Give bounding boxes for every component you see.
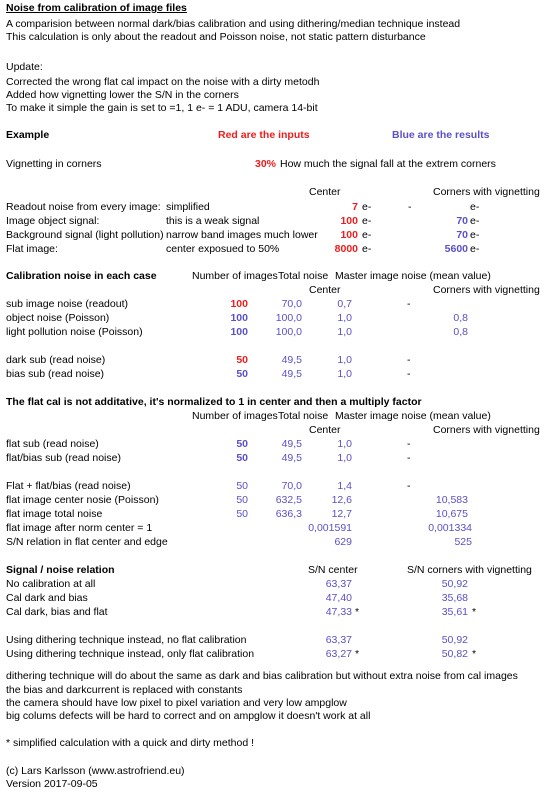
calib-corner: - [407,298,411,310]
flat-title: The flat cal is not additative, it's normalized to 1 in center and then a multiply factor [6,396,422,408]
input-label: Readout noise from every image: [6,201,161,213]
flat-center: 1,4 [337,480,352,492]
calib-num: 100 [230,326,248,338]
flat-center: 1,0 [337,452,352,464]
update-label: Update: [6,61,43,73]
col-corners: Corners with vignetting [433,424,540,436]
sn-center-mark: * [355,606,360,618]
input-center: 100 [340,229,358,241]
sn-corner: 50,92 [441,578,468,590]
sn-corner-mark: * [472,606,477,618]
conclusion-line: the bias and darkcurrent is replaced with constants [6,684,243,696]
calib-total: 70,0 [281,298,302,310]
flat-corner: 0,001334 [428,522,472,534]
sn-label: Cal dark and bias [6,592,88,604]
input-corner: 70 [456,229,468,241]
footnote: * simplified calculation with a quick and dirty method ! [6,737,255,749]
input-label: Image object signal: [6,215,100,227]
flat-total: 70,0 [281,480,302,492]
calib-total: 49,5 [281,368,302,380]
col-master-noise: Master image noise (mean value) [335,410,491,422]
input-desc: center exposued to 50% [166,243,280,255]
calib-center: 1,0 [337,312,352,324]
sn-center: 63,37 [325,634,352,646]
sn-corner: 50,82 [441,648,468,660]
flat-corner: - [407,452,411,464]
flat-corner: 10,675 [435,508,468,520]
col-center: Center [309,424,341,436]
calib-corner: - [407,368,411,380]
calib-num: 100 [230,298,248,310]
flat-total: 632,5 [275,494,302,506]
calib-corner: 0,8 [453,326,468,338]
sn-corner: 35,68 [441,592,468,604]
col-total-noise: Total noise [278,270,329,282]
flat-corner: - [407,480,411,492]
flat-label: flat/bias sub (read noise) [6,452,121,464]
col-corners: Corners with vignetting [433,284,540,296]
calib-center: 1,0 [337,326,352,338]
flat-label: flat image center nosie (Poisson) [6,494,159,506]
input-desc: narrow band images much lower [166,229,318,241]
calib-label: light pollution noise (Poisson) [6,326,143,338]
calib-num: 100 [230,312,248,324]
col-center: Center [309,284,341,296]
input-unit: e- [362,201,372,213]
calib-label: sub image noise (readout) [6,298,128,310]
flat-label: flat image after norm center = 1 [6,522,153,534]
input-center: 8000 [334,243,358,255]
flat-label: S/N relation in flat center and edge [6,536,168,548]
vignetting-label: Vignetting in corners [6,158,102,170]
update-line: Added how vignetting lower the S/N in the corners [6,89,239,101]
flat-total: 636,3 [275,508,302,520]
vignetting-value: 30% [254,158,276,170]
flat-total: 49,5 [281,452,302,464]
calib-title: Calibration noise in each case [6,270,157,282]
flat-total: 49,5 [281,438,302,450]
input-unit: e- [470,243,480,255]
calib-corner: - [407,354,411,366]
flat-center: 12,6 [331,494,352,506]
input-unit: e- [470,201,480,213]
sn-label: Using dithering technique instead, no flat calibration [6,634,247,646]
input-unit: e- [470,229,480,241]
conclusion-line: dithering technique will do about the same as dark and bias calibration but without extra noise from cal images [6,670,518,682]
col-num-images: Number of images [192,410,278,422]
flat-num: 50 [236,508,248,520]
update-line: To make it simple the gain is set to =1, 1 e- = 1 ADU, camera 14-bit [6,102,318,114]
version: Version 2017-09-05 [6,778,98,790]
calib-center: 1,0 [337,354,352,366]
calib-center: 1,0 [337,368,352,380]
col-sn-center: S/N center [308,564,358,576]
flat-corner: 10,583 [435,494,468,506]
update-line: Corrected the wrong flat cal impact on the noise with a dirty metodh [6,76,320,88]
sn-label: Cal dark, bias and flat [6,606,108,618]
flat-center: 629 [334,536,352,548]
calib-total: 49,5 [281,354,302,366]
col-total-noise: Total noise [278,410,329,422]
calib-label: bias sub (read noise) [6,368,105,380]
col-num-images: Number of images [192,270,278,282]
input-desc: this is a weak signal [166,215,260,227]
sn-corner-mark: * [472,648,477,660]
flat-label: flat image total noise [6,508,103,520]
flat-num: 50 [236,494,248,506]
input-center: 7 [352,201,358,213]
flat-label: Flat + flat/bias (read noise) [6,480,131,492]
sn-label: No calibration at all [6,578,96,590]
conclusion-line: the camera should have low pixel to pixel variation and very low ampglow [6,697,347,709]
calib-label: dark sub (read noise) [6,354,106,366]
col-master-noise: Master image noise (mean value) [335,270,491,282]
vignetting-note: How much the signal fall at the extrem corners [280,158,496,170]
calib-label: object noise (Poisson) [6,312,110,324]
flat-center: 0,001591 [308,522,352,534]
flat-corner: 525 [454,536,472,548]
conclusion-line: big colums defects will be hard to correct and on ampglow it doesn't work at all [6,710,371,722]
calib-corner: 0,8 [453,312,468,324]
input-unit: e- [470,215,480,227]
input-center: 100 [340,215,358,227]
calib-center: 0,7 [337,298,352,310]
input-desc: simplified [166,201,210,213]
col-sn-corners: S/N corners with vignetting [407,564,532,576]
results-note: Blue are the results [392,129,490,141]
input-corner: - [408,201,412,213]
flat-num: 50 [236,452,248,464]
col-center: Center [309,186,341,198]
sn-center: 63,27 [325,648,352,660]
input-label: Flat image: [6,243,58,255]
sn-corner: 50,92 [441,634,468,646]
sn-label: Using dithering technique instead, only flat calibration [6,648,255,660]
input-unit: e- [362,243,372,255]
calib-total: 100,0 [275,312,302,324]
flat-center: 12,7 [331,508,352,520]
sn-center: 63,37 [325,578,352,590]
flat-label: flat sub (read noise) [6,438,99,450]
flat-num: 50 [236,480,248,492]
flat-num: 50 [236,438,248,450]
inputs-note: Red are the inputs [218,129,310,141]
input-corner: 70 [456,215,468,227]
flat-corner: - [407,438,411,450]
calib-total: 100,0 [275,326,302,338]
calib-num: 50 [236,368,248,380]
intro-line: A comparision between normal dark/bias calibration and using dithering/median technique instead [6,18,461,30]
author: (c) Lars Karlsson (www.astrofriend.eu) [6,765,185,777]
sn-center: 47,40 [325,592,352,604]
flat-center: 1,0 [337,438,352,450]
input-corner: 5600 [444,243,468,255]
input-unit: e- [362,215,372,227]
sn-corner: 35,61 [441,606,468,618]
input-unit: e- [362,229,372,241]
col-corners: Corners with vignetting [433,186,540,198]
sn-title: Signal / noise relation [6,564,115,576]
intro-line: This calculation is only about the readout and Poisson noise, not static pattern disturbance [6,31,426,43]
example-label: Example [6,129,50,141]
sn-center-mark: * [355,648,360,660]
input-label: Background signal (light pollution) [6,229,164,241]
page-title: Noise from calibration of image files [6,2,187,14]
sn-center: 47,33 [325,606,352,618]
calib-num: 50 [236,354,248,366]
